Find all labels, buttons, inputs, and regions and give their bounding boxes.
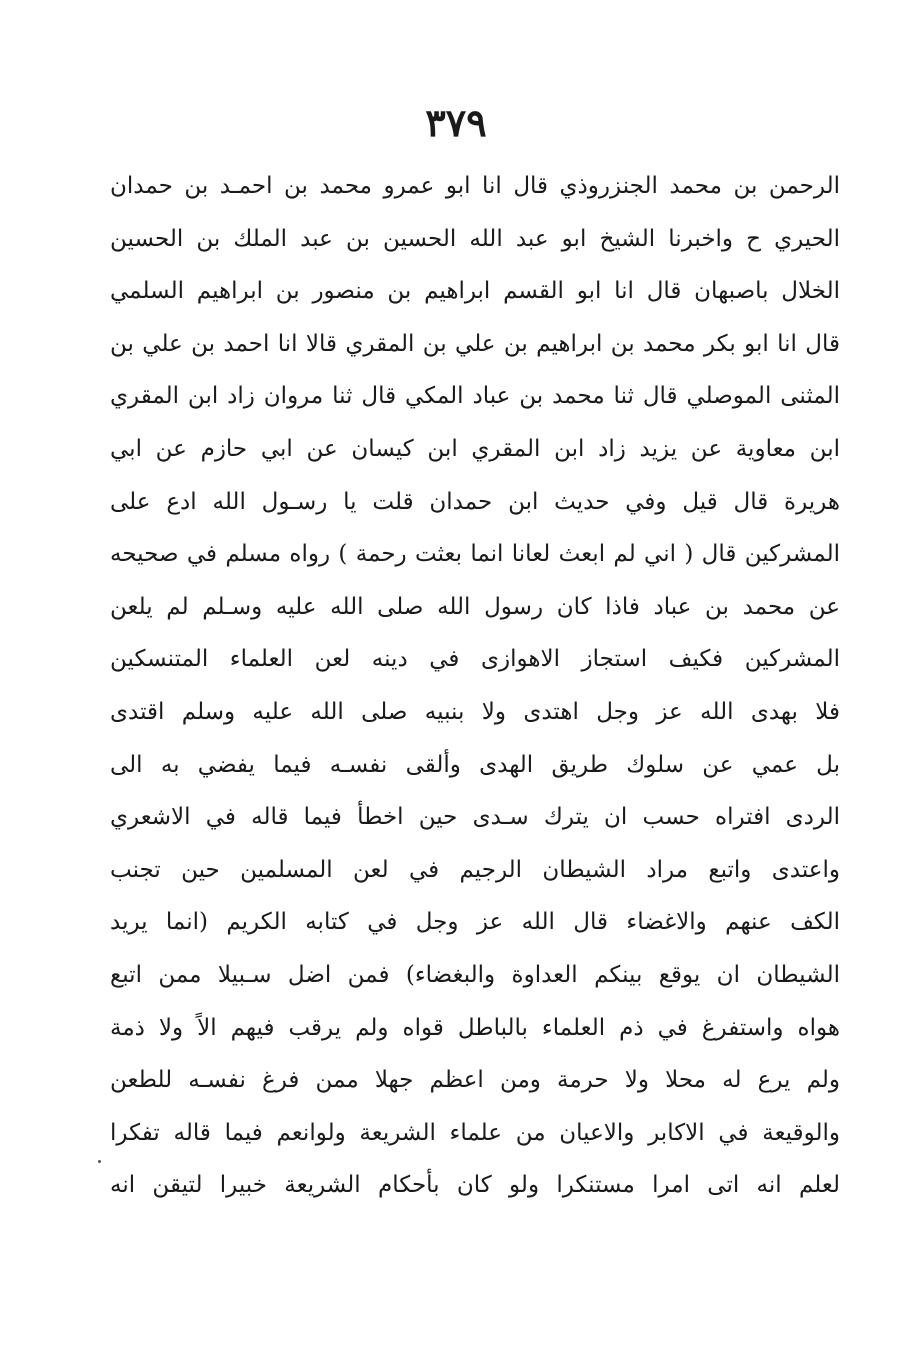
text-line: الحيري ح واخبرنا الشيخ ابو عبد الله الحسين بن عبد الملك بن الحسين [110,225,840,252]
text-line: المشركين فكيف استجاز الاهوازى في دينه لعن العلماء المتنسكين [110,646,840,673]
text-line: عن محمد بن عباد فاذا كان رسول الله صلى الله عليه وسـلم لم يلعن [110,593,840,620]
text-line: ابن معاوية عن يزيد زاد ابن المقري ابن كيسان عن ابي حازم عن ابي [110,435,840,462]
text-line: هواه واستفرغ في ذم العلماء بالباطل قواه ولم يرقب فيهم الاً ولا ذمة [110,1014,840,1041]
text-line: واعتدى واتبع مراد الشيطان الرجيم في لعن المسلمين حين تجنب [110,856,840,883]
text-line: هريرة قال قيل وفي حديث ابن حمدان قلت يا رسـول الله ادع على [110,488,840,515]
text-line: الردى افتراه حسب ان يترك سـدى حين اخطأ فيما قاله في الاشعري [110,804,840,831]
text-line: الكف عنهم والاغضاء قال الله عز وجل في كتابه الكريم (انما يريد [110,909,840,936]
text-line: فلا بهدى الله عز وجل اهتدى ولا بنبيه صلى الله عليه وسلم اقتدى [110,698,840,725]
text-line: الشيطان ان يوقع بينكم العداوة والبغضاء) فمن اضل سـبيلا ممن اتبع [110,961,840,988]
body-text [110,160,840,1212]
text-line: لعلم انه اتى امرا مستنكرا ولو كان بأحكام الشريعة خبيرا لتيقن انه [110,1172,840,1199]
text-line: والوقيعة في الاكابر والاعيان من علماء الشريعة ولوانعم فيما قاله تفكرا [110,1119,840,1146]
text-line: قال انا ابو بكر محمد بن ابراهيم بن علي بن المقري قالا انا احمد بن علي بن [110,330,840,357]
text-line: الرحمن بن محمد الجنزروذي قال انا ابو عمرو محمد بن احمـد بن حمدان [110,173,840,199]
text-line: بل عمي عن سلوك طريق الهدى وألقى نفسـه فيما يفضي به الى [110,751,840,778]
text-line: المثنى الموصلي قال ثنا محمد بن عباد المكي قال ثنا مروان زاد ابن المقري [110,383,840,410]
text-line: المشركين قال ( اني لم ابعث لعانا انما بعثت رحمة ) رواه مسلم في صحيحه [110,541,840,568]
page-number: ٣٧٩ [425,100,487,145]
text-line: ولم يرع له محلا ولا حرمة ومن اعظم جهلا ممن فرغ نفسـه للطعن [110,1067,840,1094]
text-line: الخلال باصبهان قال انا ابو القسم ابراهيم بن منصور بن ابراهيم السلمي [110,278,840,305]
scan-speck [98,1160,101,1163]
